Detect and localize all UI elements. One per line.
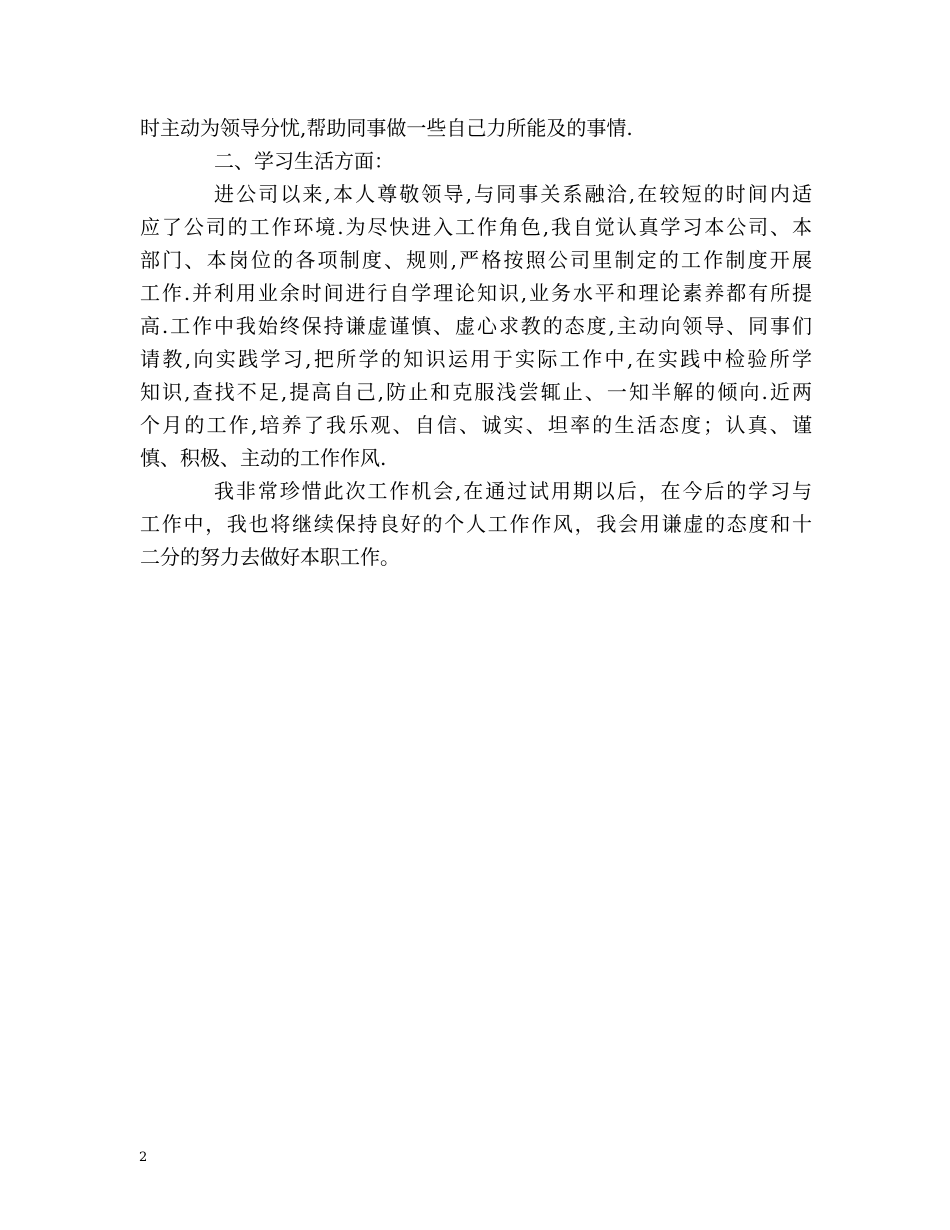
document-body: [140, 112, 812, 574]
text-line: 慎、积极、主动的工作作风.: [140, 446, 387, 470]
text-line: 高.工作中我始终保持谦虚谨慎、虚心求教的态度,主动向领导、同事们: [140, 314, 812, 338]
text-line: 工作中，我也将继续保持良好的个人工作作风，我会用谦虚的态度和十: [140, 512, 812, 536]
text-line: 二分的努力去做好本职工作。: [140, 545, 400, 569]
text-line: 部门、本岗位的各项制度、规则,严格按照公司里制定的工作制度开展: [140, 248, 812, 272]
text-line: 工作.并利用业余时间进行自学理论知识,业务水平和理论素养都有所提: [140, 281, 812, 305]
text-line: 个月的工作,培养了我乐观、自信、诚实、坦率的生活态度；认真、谨: [140, 413, 812, 437]
page-number: 2: [139, 1150, 148, 1165]
text-line: 应了公司的工作环境.为尽快进入工作角色,我自觉认真学习本公司、本: [140, 215, 812, 239]
text-line: 进公司以来,本人尊敬领导,与同事关系融洽,在较短的时间内适: [214, 182, 812, 206]
text-line: 知识,查找不足,提高自己,防止和克服浅尝辄止、一知半解的倾向.近两: [140, 380, 812, 404]
section-heading: 二、学习生活方面：: [214, 149, 394, 173]
text-line: 我非常珍惜此次工作机会,在通过试用期以后，在今后的学习与: [214, 479, 812, 503]
text-line: 请教,向实践学习,把所学的知识运用于实际工作中,在实践中检验所学: [140, 347, 812, 371]
text-line: 时主动为领导分忧,帮助同事做一些自己力所能及的事情.: [140, 116, 633, 140]
